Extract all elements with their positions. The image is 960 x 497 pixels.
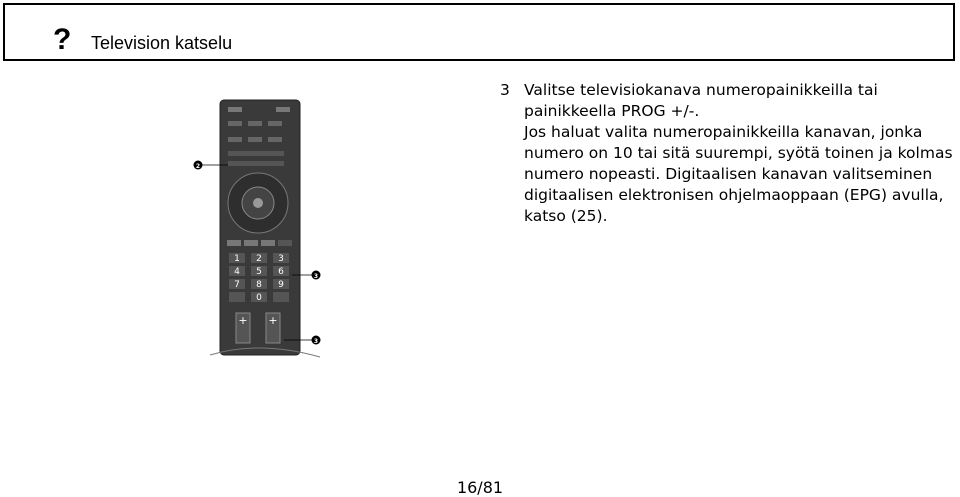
step-number: 3: [500, 81, 510, 99]
page-number: 16/81: [456, 478, 504, 497]
remote-colour-button: [227, 240, 241, 246]
key-9: 9: [278, 280, 284, 290]
remote-button: [248, 137, 262, 142]
callout-label-right-bottom: 3: [313, 338, 319, 345]
key-4: 4: [234, 267, 240, 277]
remote-colour-button: [261, 240, 275, 246]
callout-label-right-top: 3: [313, 273, 319, 280]
remote-button: [268, 137, 282, 142]
key-7: 7: [234, 280, 240, 290]
remote-top-button: [276, 107, 290, 112]
remote-button: [248, 121, 262, 126]
remote-control-illustration: [180, 95, 340, 365]
remote-ok-button: [253, 198, 263, 208]
remote-button: [268, 121, 282, 126]
step-details: Jos haluat valita numeropainikkeilla kanavan, jonka numero on 10 tai sitä suurempi, syötä toinen ja kolmas numero nopeasti. Digitaalisen kanavan valitseminen digitaalisen elektronisen ohjelmaoppaan (EPG) avulla, katso (25).: [524, 123, 953, 225]
remote-button: [228, 151, 284, 156]
key-0: 0: [256, 293, 262, 303]
page-title: Television katselu: [91, 33, 233, 53]
key-5: 5: [256, 267, 262, 277]
remote-button: [228, 161, 284, 166]
remote-colour-button: [278, 240, 292, 246]
step-instruction: Valitse televisiokanava numeropainikkeilla tai painikkeella PROG +/-.: [524, 81, 878, 120]
remote-button: [228, 137, 242, 142]
remote-button: [228, 121, 242, 126]
key-2: 2: [256, 254, 262, 264]
callout-label-left: 2: [195, 163, 201, 170]
volume-plus: +: [238, 314, 248, 327]
key-1: 1: [234, 254, 240, 264]
prog-plus: +: [268, 314, 278, 327]
remote-top-button: [228, 107, 242, 112]
header-box: [3, 3, 955, 61]
key-8: 8: [256, 280, 262, 290]
key-6: 6: [278, 267, 284, 277]
key-3: 3: [278, 254, 284, 264]
question-mark-icon: ?: [53, 23, 72, 56]
remote-svg: [180, 95, 340, 365]
step-body: [524, 80, 960, 227]
remote-colour-button: [244, 240, 258, 246]
